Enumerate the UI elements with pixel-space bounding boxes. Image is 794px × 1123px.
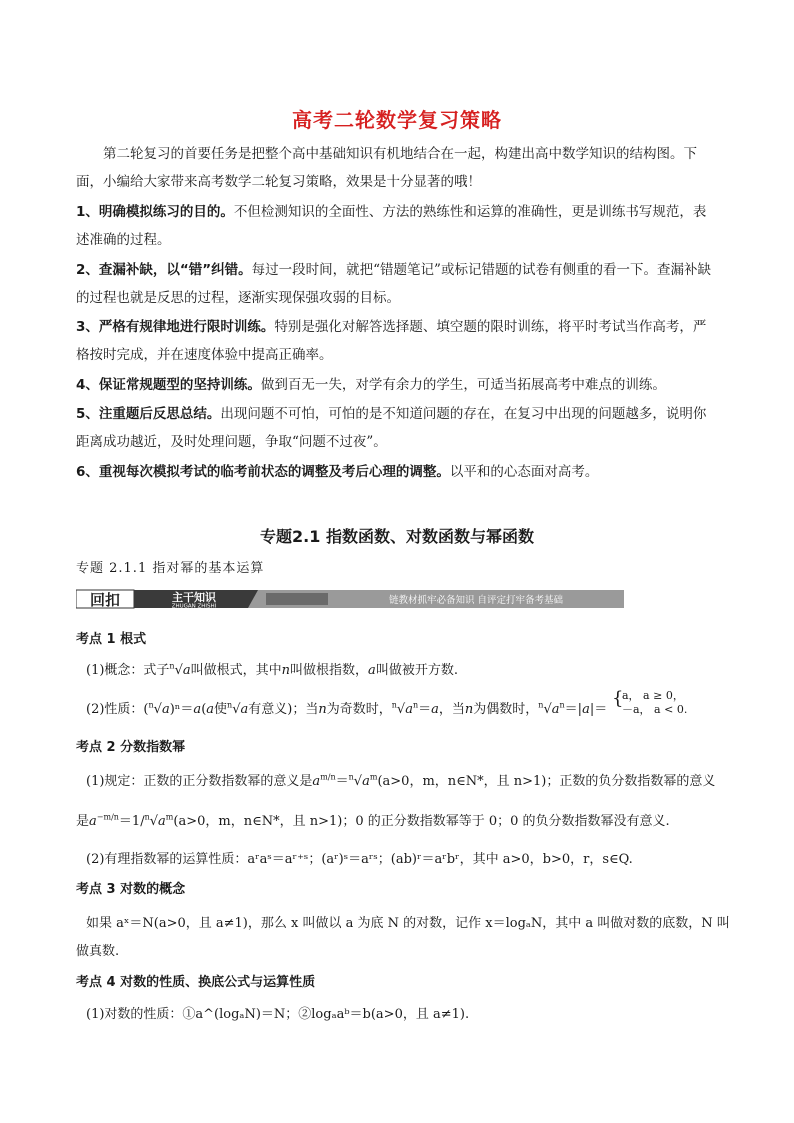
piecewise-cases [622,689,687,717]
banner-slogan: 链教材抓牢必备知识 自评定打牢备考基础 [388,595,564,606]
kaodian-2-line-1: (1)规定：正数的正分数指数幂的意义是$a^{m/n}=^n√a^m(a>0$，m，n∈N*，且 n>1)；正数的负分数指数幂的意义 [86,772,716,789]
kaodian-4-line-1: (1)对数的性质：①a^(logₐN)＝N；②logₐaᵇ＝b(a>0，且 a≠1). [86,1007,470,1022]
point-heading: 1、明确模拟练习的目的。 [76,204,234,220]
point-text: 出现问题不可怕，可怕的是不知道问题的存在，在复习中出现的问题越多，说明你 [220,406,707,422]
kaodian-1-title: 考点 1 根式 [76,632,147,647]
text: ＝ [418,702,432,717]
banner-pinyin-text: ZHUGAN ZHISHI [171,603,217,610]
text: 叫做根式，其中 [190,663,282,678]
point-text-cont: 格按时完成，并在速度体验中提高正确率。 [76,347,333,363]
strategy-point-6 [76,458,726,486]
kaodian-3-line-2: 做真数. [76,944,120,959]
kaodian-1-property: (2)性质：($^n$√a)ⁿ＝a(a使$^n$√a有意义)；当n为奇数时，$^n√a^n=a$，当n为偶数时，$^n√a^n=|a|=$ [86,700,608,717]
text: 叫做根指数， [290,663,369,678]
kaodian-1-concept: (1)概念：式子$^n$√a叫做根式，其中n叫做根指数，a叫做被开方数. [86,661,458,678]
strategy-point-2 [76,256,726,312]
text: )ⁿ＝ [169,702,194,717]
intro-line-1: 第二轮复习的首要任务是把整个高中基础知识有机地结合在一起，构建出高中数学知识的结构图。下 [103,146,697,162]
text: (1)规定：正数的正分数指数幂的意义是 [86,774,313,789]
kaodian-4-title: 考点 4 对数的性质、换底公式与运算性质 [76,975,316,990]
point-text: 不但检测知识的全面性、方法的熟练性和运算的准确性，更是训练书写规范，表 [233,204,707,220]
text: (a>0，m，n∈N*，且 n>1)；正数的负分数指数幂的意义 [377,774,716,789]
point-text-cont: 的过程也就是反思的过程，逐渐实现保强攻弱的目标。 [76,290,400,306]
case-1: a， a ≥ 0， [622,689,684,702]
text: 是 [76,814,90,829]
review-banner [76,588,624,610]
kaodian-3-line-1: 如果 aˣ＝N(a>0，且 a≠1)，那么 x 叫做以 a 为底 N 的对数，记作 x＝logₐN，其中 a 叫做对数的底数，N 叫 [86,916,730,931]
kaodian-2-line-2: 是$a^{-m/n}=1/^n√a^m(a>0$，m，n∈N*，且 n>1)；0 的正分数指数幂等于 0；0 的负分数指数幂没有意义. [76,812,670,829]
intro-paragraph [76,140,726,196]
strategy-point-4 [76,371,726,399]
intro-line-2: 面，小编给大家带来高考数学二轮复习策略，效果是十分显著的哦！ [76,174,481,190]
strategy-point-3 [76,313,726,369]
text: ，当 [438,702,465,717]
point-text: 特别是强化对解答选择题、填空题的限时训练，将平时考试当作高考，严 [274,319,707,335]
point-heading: 2、查漏补缺，以“错”纠错。 [76,262,252,278]
section-title: 专题2.1 指数函数、对数函数与幂函数 [260,527,534,546]
point-text-cont: 距离成功越近，及时处理问题，争取“问题不过夜”。 [76,434,387,450]
point-heading: 4、保证常规题型的坚持训练。 [76,377,261,393]
text: 有意义)；当 [248,702,319,717]
text: (1)概念：式子 [86,663,170,678]
point-heading: 3、严格有规律地进行限时训练。 [76,319,275,335]
case-2: －a， a < 0. [622,703,688,716]
kaodian-3-title: 考点 3 对数的概念 [76,882,186,897]
text: (2)性质：( [86,702,149,717]
banner-stripe [266,593,328,605]
point-text: 做到百无一失，对学有余力的学生，可适当拓展高考中难点的训练。 [260,377,666,393]
text: ( [201,702,207,717]
text: ＝| [564,702,583,717]
banner-zhugan-text: 主干知识 [172,591,216,604]
point-text: 以平和的心态面对高考。 [449,464,599,480]
point-text-cont: 述准确的过程。 [76,232,171,248]
text: (a>0，m，n∈N*，且 n>1)；0 的正分数指数幂等于 0；0 的负分数指数幂没有意义. [173,814,670,829]
text: 叫做被开方数. [375,663,458,678]
text: 为奇数时， [326,702,392,717]
text: |＝ [589,702,608,717]
piecewise-brace: { [612,688,624,709]
point-text: 每过一段时间，就把“错题笔记”或标记错题的试卷有侧重的看一下。查漏补缺 [251,262,711,278]
strategy-point-5 [76,400,726,456]
strategy-point-1 [76,198,726,254]
page-title: 高考二轮数学复习策略 [292,108,502,132]
text: 使 [214,702,228,717]
subsection-title: 专题 2.1.1 指对幂的基本运算 [76,561,265,576]
kaodian-2-title: 考点 2 分数指数幂 [76,740,186,755]
kaodian-2-line-3: (2)有理指数幂的运算性质：aʳaˢ＝aʳ⁺ˢ；(aʳ)ˢ＝aʳˢ；(ab)ʳ＝aʳbʳ，其中 a>0，b>0，r，s∈Q. [86,852,633,867]
banner-hui-text: 回扣 [89,591,121,609]
point-heading: 5、注重题后反思总结。 [76,406,221,422]
text: 为偶数时， [473,702,539,717]
point-heading: 6、重视每次模拟考试的临考前状态的调整及考后心理的调整。 [76,464,450,480]
